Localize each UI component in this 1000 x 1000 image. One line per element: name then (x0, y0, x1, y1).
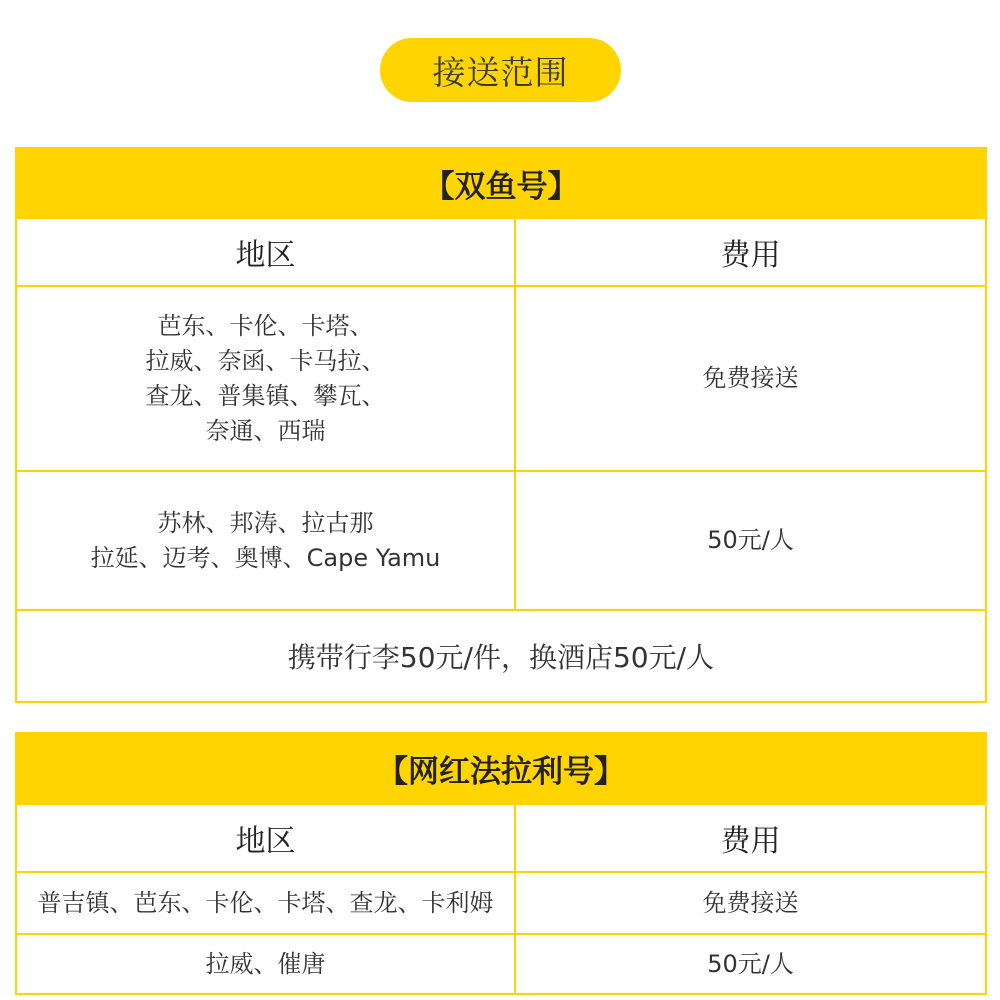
region-cell (16, 286, 515, 471)
column-header-region: 地区 (16, 804, 515, 872)
boat-shuangyu-table (15, 147, 987, 703)
region-line: 奈通、西瑞 (205, 416, 326, 445)
extra-fee-note: 携带行李50元/件，换酒店50元/人 (16, 610, 986, 702)
region-cell (16, 471, 515, 610)
boat-ferrari-table (15, 732, 987, 995)
region-line: 芭东、卡伦、卡塔、 (157, 311, 374, 340)
table-row (16, 934, 986, 994)
region-line: 查龙、普集镇、攀瓦、 (145, 381, 386, 410)
fee-cell: 免费接送 (515, 286, 986, 471)
section-title-pill (380, 38, 621, 102)
boat-name: 【双鱼号】 (16, 148, 986, 218)
fee-cell: 50元/人 (515, 471, 986, 610)
region-line: 拉威、奈函、卡马拉、 (145, 346, 386, 375)
region-cell: 普吉镇、芭东、卡伦、卡塔、查龙、卡利姆 (16, 872, 515, 934)
table-row (16, 872, 986, 934)
fee-cell: 50元/人 (515, 934, 986, 994)
column-header-region: 地区 (16, 218, 515, 286)
region-line: 苏林、邦涛、拉古那 (157, 508, 374, 537)
region-cell: 拉威、催唐 (16, 934, 515, 994)
column-header-fee: 费用 (515, 218, 986, 286)
table-row (16, 286, 986, 471)
section-title: 接送范围 (432, 52, 569, 92)
boat-name: 【网红法拉利号】 (16, 733, 986, 804)
region-line: 拉延、迈考、奥博、Cape Yamu (90, 543, 441, 572)
column-header-fee: 费用 (515, 804, 986, 872)
table-row (16, 471, 986, 610)
fee-cell: 免费接送 (515, 872, 986, 934)
